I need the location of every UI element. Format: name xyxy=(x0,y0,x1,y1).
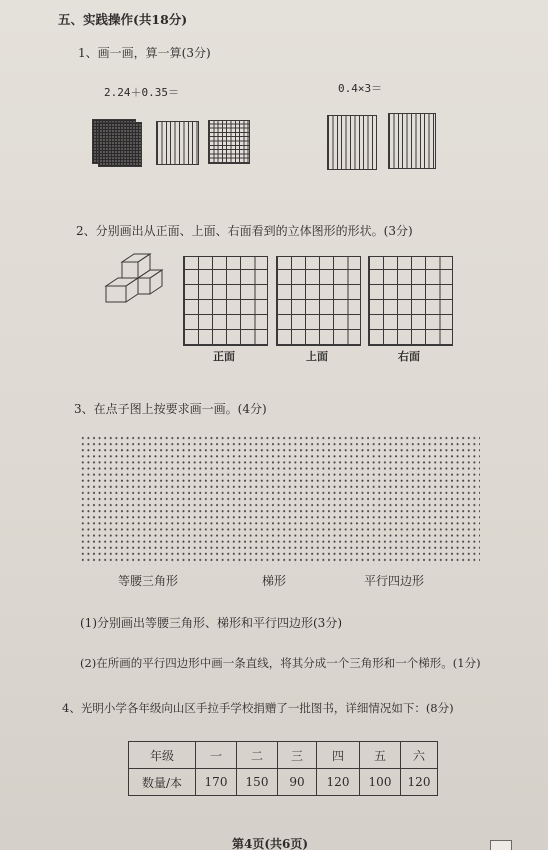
table-cell: 170 xyxy=(196,769,237,796)
grid-top-view[interactable] xyxy=(276,256,361,346)
q1-equation-1: 2.24＋0.35＝ xyxy=(104,86,179,99)
q1-equation-2: 0.4×3＝ xyxy=(338,82,383,95)
tenths-strip-square xyxy=(156,121,199,165)
books-table xyxy=(128,741,438,796)
hundred-square-front xyxy=(98,122,142,167)
grid-right-view[interactable] xyxy=(368,256,453,346)
label-isosceles-triangle: 等腰三角形 xyxy=(118,574,179,588)
q1-title: 1、画一画，算一算(3分) xyxy=(78,46,211,60)
table-cell: 一 xyxy=(196,742,237,769)
table-row xyxy=(129,769,438,796)
hundredths-grid-square xyxy=(208,120,250,164)
table-cell: 数量/本 xyxy=(129,769,196,796)
q2-title: 2、分别画出从正面、上面、右面看到的立体图形的形状。(3分) xyxy=(76,224,413,238)
table-header-row xyxy=(129,742,438,769)
page-footer: 第4页(共6页) xyxy=(232,837,309,850)
label-trapezoid: 梯形 xyxy=(262,574,287,588)
grid-front-view[interactable] xyxy=(183,256,268,346)
corner-box xyxy=(490,840,512,850)
table-cell: 三 xyxy=(278,742,317,769)
table-cell: 年级 xyxy=(129,742,196,769)
q3-title: 3、在点子图上按要求画一画。(4分) xyxy=(74,402,267,416)
tenths-strip-square-b xyxy=(388,113,436,169)
label-front: 正面 xyxy=(213,350,235,363)
table-cell: 六 xyxy=(401,742,438,769)
q3-sub1: (1)分别画出等腰三角形、梯形和平行四边形(3分) xyxy=(80,616,342,630)
table-cell: 五 xyxy=(360,742,401,769)
label-parallelogram: 平行四边形 xyxy=(364,574,425,588)
table-cell: 二 xyxy=(237,742,278,769)
table-cell: 120 xyxy=(317,769,360,796)
table-cell: 120 xyxy=(401,769,438,796)
section-title: 五、实践操作(共18分) xyxy=(58,12,188,27)
cube-stack-figure xyxy=(104,250,170,312)
q3-sub2: (2)在所画的平行四边形中画一条直线，将其分成一个三角形和一个梯形。(1分) xyxy=(80,656,481,670)
table-cell: 100 xyxy=(360,769,401,796)
tenths-strip-square-a xyxy=(327,115,377,170)
table-cell: 150 xyxy=(237,769,278,796)
table-cell: 四 xyxy=(317,742,360,769)
label-top: 上面 xyxy=(306,350,328,363)
dot-grid[interactable] xyxy=(80,435,480,565)
table-cell: 90 xyxy=(278,769,317,796)
label-right: 右面 xyxy=(398,350,420,363)
q4-title: 4、光明小学各年级向山区手拉手学校捐赠了一批图书，详细情况如下：(8分) xyxy=(62,701,454,715)
